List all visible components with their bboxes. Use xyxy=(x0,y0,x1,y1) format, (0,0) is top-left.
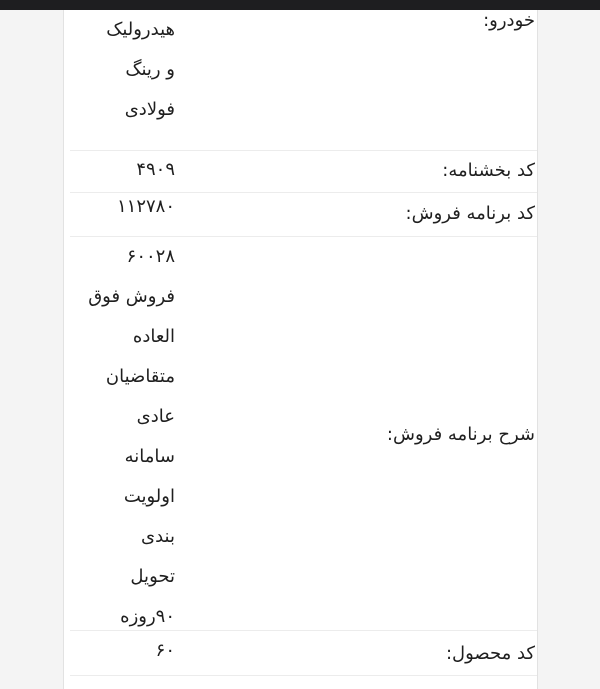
car-label: خودرو: xyxy=(483,10,535,31)
product-code-value: ۶۰ xyxy=(155,640,175,661)
detail-row-product-code xyxy=(70,631,537,676)
car-value-line: فولادی xyxy=(124,99,175,120)
car-value xyxy=(70,10,175,130)
status-bar xyxy=(0,0,600,10)
sale-program-code-value: ۱۱۲۷۸۰ xyxy=(116,196,175,217)
product-code-label: کد محصول: xyxy=(445,643,535,664)
sale-program-code-label: کد برنامه فروش: xyxy=(405,203,535,224)
detail-row-sale-program-description xyxy=(70,237,537,631)
car-value-line: هیدرولیک xyxy=(106,19,175,40)
detail-row-sale-program-code xyxy=(70,193,537,237)
car-value-line: و رینگ xyxy=(125,59,175,80)
sale-program-description-value: ۶۰۰۲۸ فروش فوق العاده متقاضیان عادی سامانه اولویت بندی تحویل ۹۰روزه xyxy=(88,246,175,627)
detail-row-car xyxy=(70,10,537,151)
circular-code-label: کد بخشنامه: xyxy=(442,160,535,181)
details-card xyxy=(63,10,538,689)
sale-program-description-label: شرح برنامه فروش: xyxy=(386,424,535,445)
circular-code-value: ۴۹۰۹ xyxy=(136,159,175,180)
